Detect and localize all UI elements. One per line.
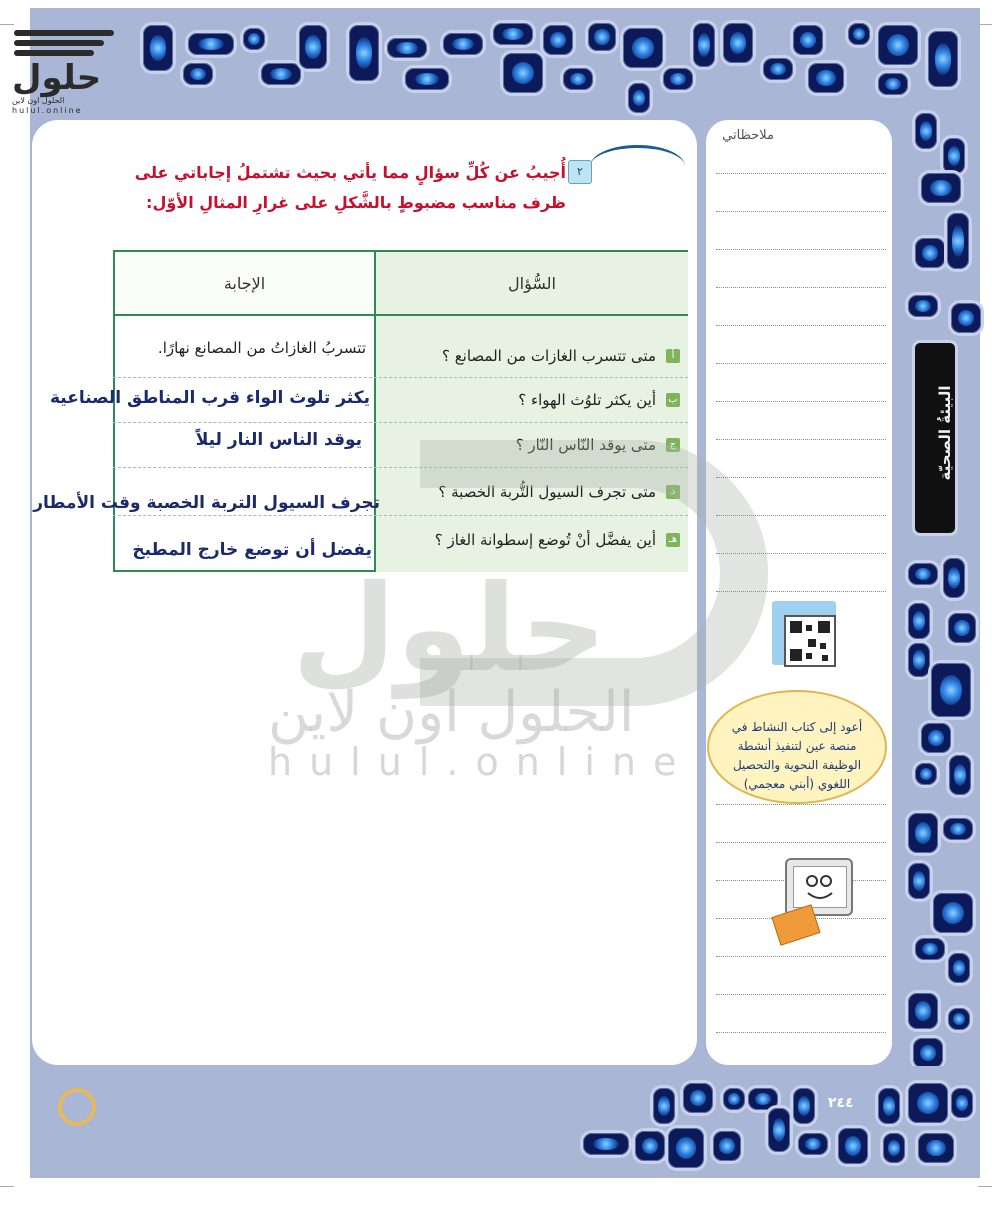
decor-pill [945,1005,973,1033]
decor-pill [665,1125,707,1171]
header-question: السُّؤال [376,250,688,316]
decor-pill [925,28,961,90]
decor-pill [940,815,976,843]
header-swoosh [590,145,685,188]
watermark-english: hulul.online [268,740,694,784]
decor-pill [915,1130,957,1166]
decor-pill [440,30,486,58]
decor-pill [180,60,216,88]
row-letter: د [666,485,680,499]
mascot-book [771,904,820,946]
decor-pill [625,80,653,116]
decor-pill [760,55,796,83]
crop-mark [978,24,992,25]
decor-pill [384,35,430,61]
decor-pill [905,560,941,588]
decor-pill [946,752,974,798]
decor-pill [905,1080,951,1126]
question-text: أين يفضَّل أنْ تُوضع إسطوانة الغاز ؟ [434,531,656,549]
note-line [716,211,886,212]
decor-pill [875,22,921,68]
decor-pill [918,170,964,206]
decor-pill [240,25,268,53]
decor-pill [875,1085,903,1127]
decor-pill [185,30,237,58]
page-number: ٢٤٤ [828,1095,854,1111]
decor-pill [720,1085,748,1113]
logo-bar [14,40,104,46]
decor-pill [930,890,976,936]
decor-pill [805,60,847,96]
decor-pill [790,1085,818,1127]
note-line [716,956,886,957]
decor-pill [944,210,972,272]
decor-pill [912,935,948,963]
note-line [716,842,886,843]
decor-pill [905,600,933,642]
decor-pill [912,235,948,271]
activity-bubble-text: أعود إلى كتاب النشاط في منصة عين لتنفيذ أنشطة الوظيفة النحوية والتحصيل اللغوي (أبني معجمي) [731,720,863,791]
decor-pill [660,65,696,93]
decor-pill [905,860,933,902]
decor-pill [585,20,619,54]
decor-pill [650,1085,678,1127]
note-line [716,249,886,250]
decor-pill [140,22,176,74]
unit-side-tab-label: البيئةُ الصحيّة [936,385,954,481]
note-line [716,591,886,592]
question-text: متى تجرف السيول التُّربة الخصبة ؟ [438,483,656,501]
watermark-word: حلول [292,560,607,699]
decor-pill [835,1125,871,1167]
decor-pill [948,300,984,336]
decor-pill [296,22,330,72]
crop-mark [0,1186,14,1187]
decor-pill [905,292,941,320]
logo-text: حلول [12,58,102,98]
note-line [716,1032,886,1033]
written-answer: يفضل أن توضع خارج المطبخ [132,540,372,560]
decor-pill [540,22,576,58]
decor-pill [875,70,911,98]
note-line [716,325,886,326]
question-text: متى تتسرب الغازات من المصانع ؟ [441,347,656,365]
note-line [716,401,886,402]
row-divider [113,377,688,378]
header-answer: الإجابة [113,250,376,316]
decor-pill [948,1085,976,1121]
decor-pill [620,25,666,71]
row-letter: ج [666,438,680,452]
decor-pill [580,1130,632,1158]
logo-bar [14,50,94,56]
question-text: متى يوقد النّاس النّار ؟ [515,436,656,454]
row-letter: أ [666,349,680,363]
computer-mascot-icon [775,858,865,948]
question-text: أين يكثر تلوُث الهواء ؟ [518,391,656,409]
row-letter: ب [666,393,680,407]
example-answer: تتسربُ الغازاتُ من المصانع نهارًا. [157,339,366,357]
decor-pill [880,1130,908,1166]
watermark-arabic: الحلول اون لاين [268,680,635,745]
decor-pill [490,20,536,48]
decor-pill [945,610,979,646]
exercise-instruction: أُجيبُ عن كُلِّ سؤالٍ مما يأتي بحيث تشتملُ إجاباتي على ظرف مناسب مضبوطٍ بالشَّكلِ على غرارِ المثالِ الأوّل: [134,163,566,212]
crop-mark [0,24,14,25]
logo-bar [14,30,114,36]
decor-pill [632,1128,668,1164]
decor-pill [500,50,546,96]
note-line [716,553,886,554]
decor-pill [346,22,382,84]
decor-pill [690,20,718,70]
decor-pill [402,65,452,93]
notes-title: ملاحظاتي [722,128,774,143]
decor-pill [945,950,973,986]
decor-pill [912,760,940,788]
note-line [716,477,886,478]
exercise-number-badge: ٢ [568,160,592,184]
decor-pill [905,990,941,1032]
decor-pill [912,110,940,152]
decor-pill [940,555,968,601]
question-row [380,380,680,420]
decor-pill [918,720,954,756]
written-answer: تجرف السيول التربة الخصبة وقت الأمطار [33,493,380,513]
decor-pill [765,1105,793,1155]
decor-pill [845,20,873,48]
logo-subtext: الحلول اون لاين [12,96,65,105]
unit-side-tab [912,340,958,536]
crop-mark [978,1186,992,1187]
note-line [716,804,886,805]
decor-pill [720,20,756,66]
decor-pill [795,1130,831,1158]
decor-pill [680,1080,716,1116]
decor-pill [905,810,941,856]
logo-url: hulul.online [12,106,83,115]
decor-pill [560,65,596,93]
decor-pill [928,660,974,720]
note-line [716,173,886,174]
publisher-logo-icon [58,1088,96,1126]
mascot-screen [793,866,847,908]
question-row [380,336,680,376]
qr-box [784,615,836,667]
mascot-monitor [785,858,853,916]
decor-pill [790,22,826,58]
written-answer: يوقد الناس النار ليلاً [195,430,362,450]
note-line [716,287,886,288]
note-line [716,515,886,516]
note-line [716,439,886,440]
qr-code-icon [772,595,848,673]
note-line [716,994,886,995]
row-letter: هـ [666,533,680,547]
row-divider [113,422,688,423]
decor-pill [710,1128,744,1164]
note-line [716,363,886,364]
written-answer: يكثر تلوث الواء قرب المناطق الصناعية [49,388,370,408]
